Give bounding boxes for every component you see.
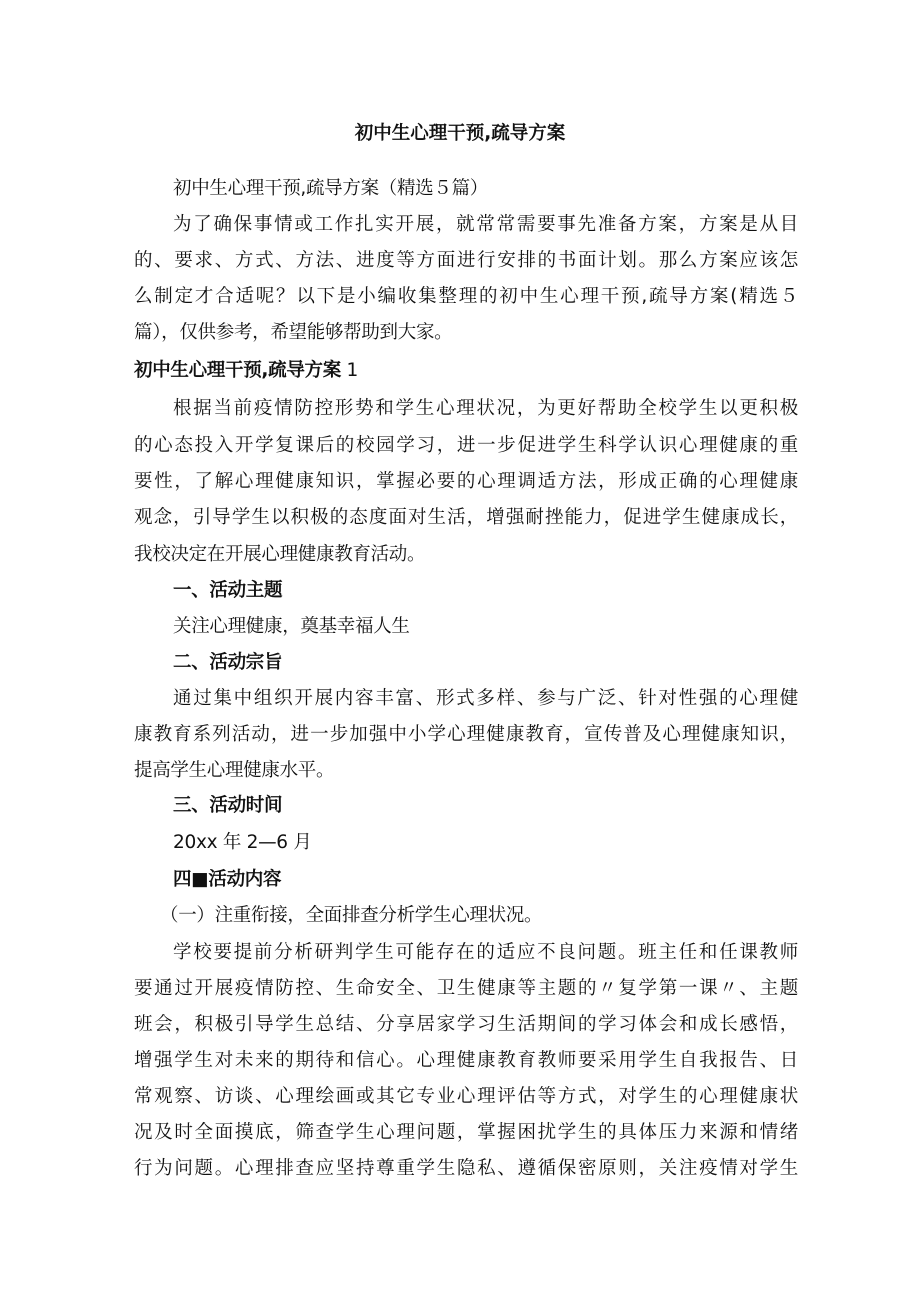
para1-line: 我校决定在开展心理健康教育活动。 <box>134 544 426 565</box>
intro-line: 的、要求、方式、方法、进度等方面进行安排的书面计划。那么方案应该怎 <box>134 250 798 271</box>
para2-line: 增强学生对未来的期待和信心。心理健康教育教师要采用学生自我报告、日 <box>134 1050 798 1071</box>
para2-line: 常观察、访谈、心理绘画或其它专业心理评估等方式，对学生的心理健康状 <box>134 1086 798 1107</box>
document-title: 初中生心理干预,疏导方案 <box>354 123 566 144</box>
heading-theme: 一、活动主题 <box>173 580 283 601</box>
subtitle: 初中生心理干预,疏导方案（精选５篇） <box>173 178 488 199</box>
time-text: 20xx 年 2—6 月 <box>173 832 312 853</box>
para2-line: 班会，积极引导学生总结、分享居家学习生活期间的学习体会和成长感悟， <box>134 1014 798 1035</box>
para2-line: 要通过开展疫情防控、生命安全、卫生健康等主题的〃复学第一课〃、主题 <box>134 978 798 999</box>
theme-text: 关注心理健康，奠基幸福人生 <box>173 616 410 637</box>
para2-line: 况及时全面摸底，筛查学生心理问题，掌握困扰学生的具体压力来源和情绪 <box>134 1122 798 1143</box>
intro-line: 为了确保事情或工作扎实开展，就常常需要事先准备方案，方案是从目 <box>173 214 798 235</box>
purpose-line: 通过集中组织开展内容丰富、形式多样、参与广泛、针对性强的心理健 <box>173 688 798 709</box>
heading-content: 四■活动内容 <box>173 869 282 890</box>
heading-purpose: 二、活动宗旨 <box>173 652 283 673</box>
para2-line: 行为问题。心理排查应坚持尊重学生隐私、遵循保密原则，关注疫情对学生 <box>134 1158 798 1179</box>
para1-line: 观念，引导学生以积极的态度面对生活，增强耐挫能力，促进学生健康成长， <box>134 507 798 528</box>
purpose-line: 康教育系列活动，进一步加强中小学心理健康教育，宣传普及心理健康知识， <box>134 724 798 745</box>
heading-time: 三、活动时间 <box>173 795 283 816</box>
purpose-line: 提高学生心理健康水平。 <box>134 760 335 781</box>
section-heading-text: 初中生心理干预,疏导方案 <box>134 360 341 381</box>
para1-line: 要性，了解心理健康知识，掌握必要的心理调适方法，形成正确的心理健康 <box>134 471 798 492</box>
intro-line: 篇），仅供参考，希望能够帮助到大家。 <box>134 322 453 343</box>
subheading-1: （一）注重衔接，全面排查分析学生心理状况。 <box>160 905 543 926</box>
intro-line: 么制定才合适呢？以下是小编收集整理的初中生心理干预,疏导方案(精选５ <box>134 286 798 307</box>
para1-line: 的心态投入开学复课后的校园学习，进一步促进学生科学认识心理健康的重 <box>134 435 798 456</box>
para1-line: 根据当前疫情防控形势和学生心理状况，为更好帮助全校学生以更积极 <box>173 398 798 419</box>
section-number: 1 <box>346 360 359 381</box>
para2-line: 学校要提前分析研判学生可能存在的适应不良问题。班主任和任课教师 <box>173 942 798 963</box>
section-heading <box>134 359 798 383</box>
